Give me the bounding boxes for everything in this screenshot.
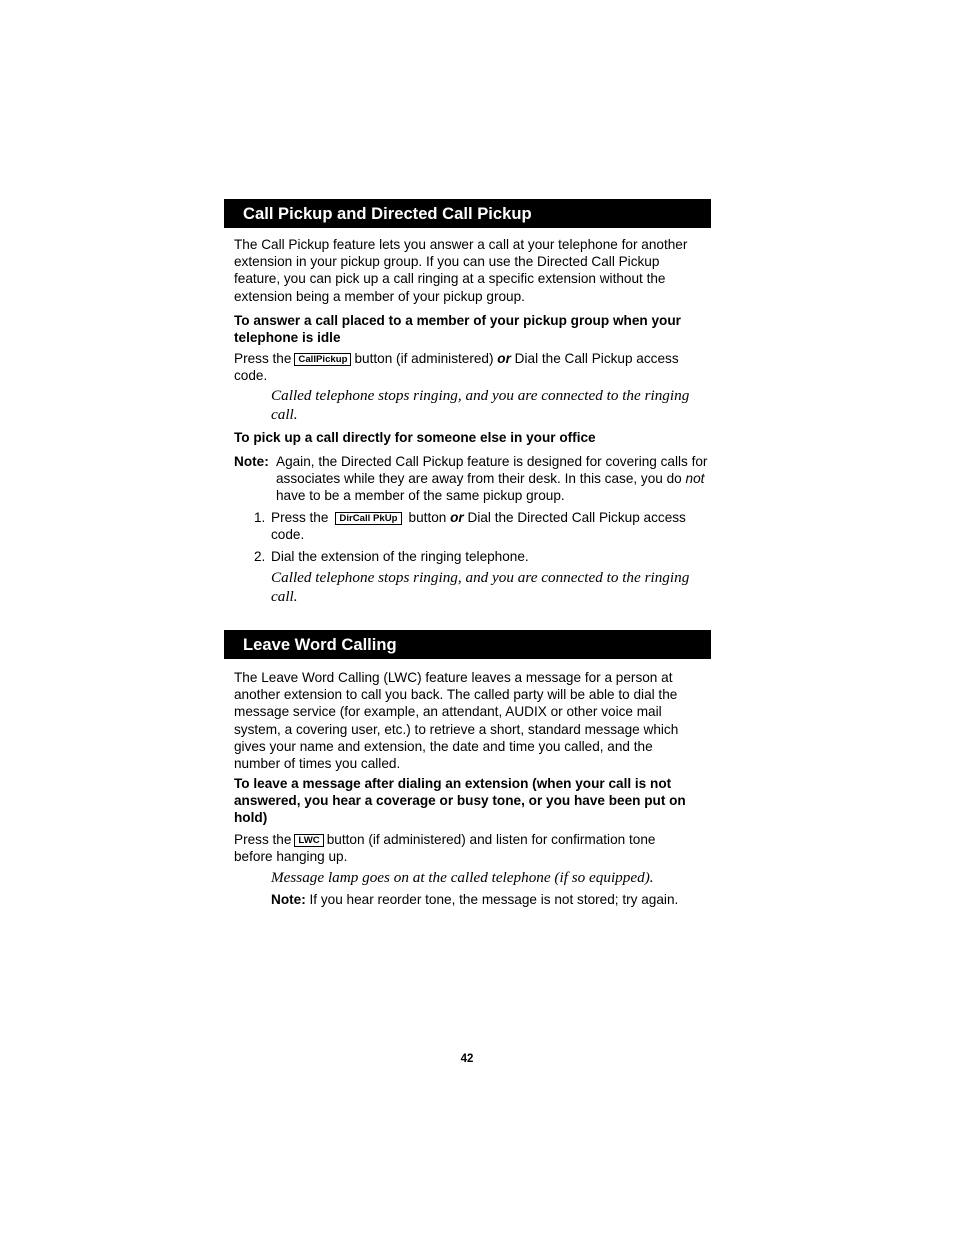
- instruction-lwc: [234, 831, 690, 865]
- note-emphasis: not: [685, 471, 705, 487]
- result-callpickup: Called telephone stops ringing, and you are connected to the ringing call.: [271, 387, 690, 423]
- instruction-text: button (if administered): [354, 351, 494, 366]
- step-text: [271, 509, 710, 543]
- section-heading-call-pickup: Call Pickup and Directed Call Pickup: [224, 199, 711, 228]
- note-text: [276, 453, 710, 505]
- step-1: [254, 509, 710, 543]
- dircall-pkup-key: DirCall PkUp: [335, 512, 401, 525]
- note-directed-pickup: [234, 453, 710, 505]
- result-directed-pickup: Called telephone stops ringing, and you are connected to the ringing call.: [271, 569, 690, 605]
- note-text: If you hear reorder tone, the message is not stored; try again.: [309, 892, 679, 907]
- instruction-text: Press the: [234, 832, 292, 847]
- callpickup-key: CallPickup: [294, 353, 351, 366]
- page-number: 42: [460, 1053, 474, 1065]
- instruction-callpickup: [234, 350, 706, 384]
- call-pickup-intro: The Call Pickup feature lets you answer a call at your telephone for another extension in your pickup group. If you can use the Directed Call Pickup feature, you can pick up a call ringing at a specific extension without the extension being a member of your pickup group.: [234, 237, 688, 304]
- lwc-key: LWC: [294, 834, 323, 847]
- note-label: Note:: [271, 892, 306, 907]
- subheading-leave-message: To leave a message after dialing an extension (when your call is not answered, you hear a coverage or busy tone, or you have been put on hold): [234, 776, 686, 826]
- subheading-answer-pickup-group: To answer a call placed to a member of your pickup group when your telephone is idle: [234, 313, 681, 346]
- instruction-text: button (if administered) and listen for confirmation tone before hanging up.: [234, 832, 656, 865]
- step-text-part: Dial the Directed Call Pickup access code.: [271, 510, 686, 543]
- note-text-part: have to be a member of the same pickup group.: [276, 488, 565, 504]
- instruction-text: Dial the Call Pickup access code.: [234, 351, 679, 384]
- or-label: or: [497, 351, 511, 366]
- step-text: Dial the extension of the ringing telephone.: [271, 549, 529, 564]
- note-text-part: Again, the Directed Call Pickup feature is designed for covering calls for associates while they are away from their desk. In this case, you do: [276, 454, 708, 487]
- result-lwc: Message lamp goes on at the called telephone (if so equipped).: [271, 869, 654, 886]
- lwc-intro: The Leave Word Calling (LWC) feature leaves a message for a person at another extension to call you back. The called party will be able to dial the message service (for example, an attendant, AUDIX or other voice mail system, a covering user, etc.) to retrieve a short, standard message which gives your name and extension, the date and time you called, and the number of times you called.: [234, 670, 679, 772]
- or-label: or: [450, 510, 464, 525]
- step-text-part: Press the: [271, 510, 329, 525]
- instruction-text: Press the: [234, 351, 292, 366]
- note-label: Note:: [234, 454, 269, 469]
- subheading-directed-pickup: To pick up a call directly for someone else in your office: [234, 430, 596, 445]
- step-number: 2.: [254, 549, 266, 564]
- note-lwc: [271, 891, 707, 908]
- step-2: [254, 548, 710, 565]
- step-text-part: button: [408, 510, 447, 525]
- step-number: 1.: [254, 510, 266, 525]
- section-heading-leave-word-calling: Leave Word Calling: [224, 630, 711, 659]
